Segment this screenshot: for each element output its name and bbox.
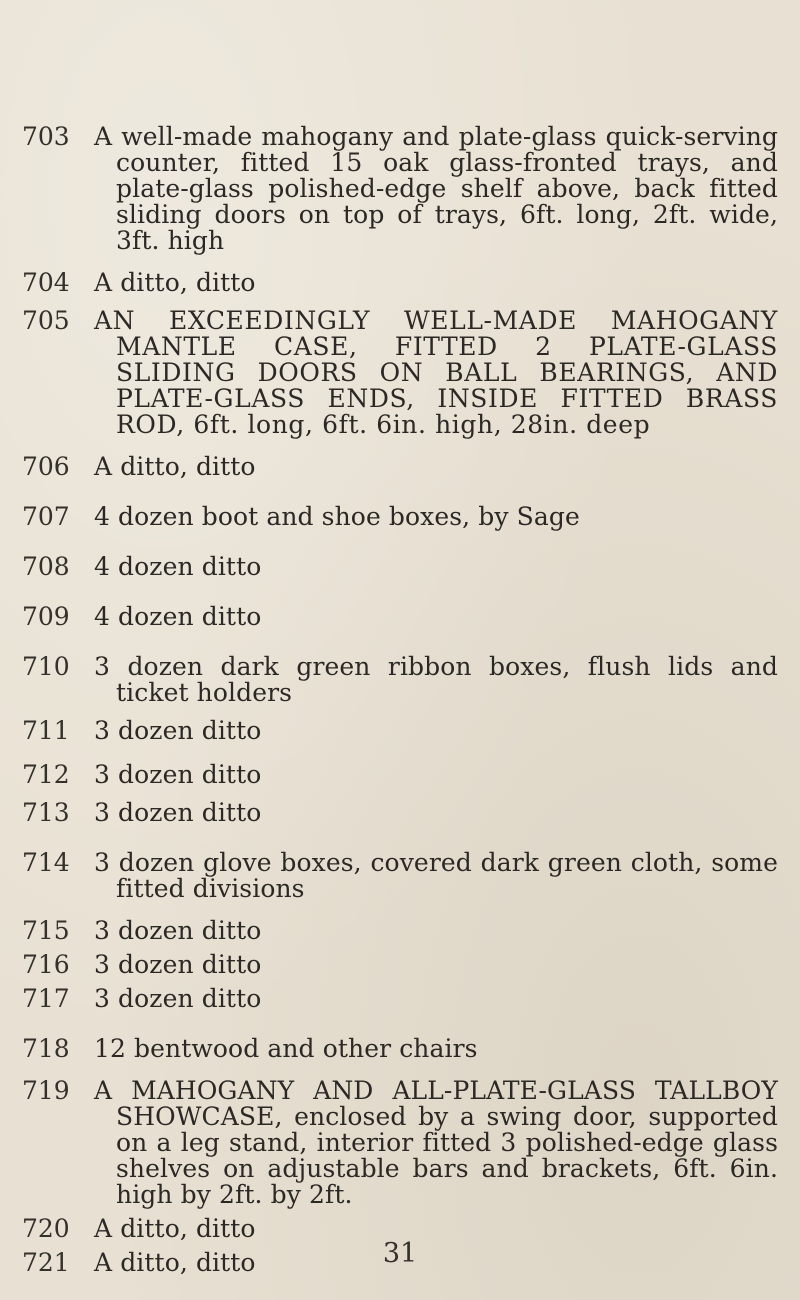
lot-entry [22, 604, 778, 630]
lot-entry [22, 554, 778, 580]
lot-number: 714 [22, 848, 70, 877]
lot-description: 3 dozen ditto [94, 916, 262, 945]
lot-number: 710 [22, 652, 70, 681]
lot-description: 3 dozen glove boxes, covered dark green cloth, some fitted divisions [94, 848, 778, 903]
lot-list [22, 124, 778, 1276]
lot-description: A ditto, ditto [94, 1214, 256, 1243]
lot-description: A MAHOGANY AND ALL-PLATE-GLASS TALLBOY SHOWCASE, enclosed by a swing door, supported on a leg stand, interior fitted 3 polished-edge glass shelves on adjustable bars and brackets, 6ft. 6in. high by 2ft. by 2ft. [94, 1076, 778, 1209]
page-number: 31 [382, 1238, 418, 1269]
lot-description: 12 bentwood and other chairs [94, 1034, 478, 1063]
lot-number: 717 [22, 984, 70, 1013]
lot-entry [22, 986, 778, 1012]
lot-number: 704 [22, 268, 70, 297]
lot-description: 4 dozen boot and shoe boxes, by Sage [94, 502, 580, 531]
lot-description: 3 dozen ditto [94, 716, 262, 745]
lot-number: 705 [22, 306, 70, 335]
lot-entry [22, 454, 778, 480]
lot-description: AN EXCEEDINGLY WELL-MADE MAHOGANY MANTLE CASE, FITTED 2 PLATE-GLASS SLIDING DOORS ON BALL BEARINGS, AND PLATE-GLASS ENDS, INSIDE FITTED BRASS ROD, 6ft. long, 6ft. 6in. high, 28in. deep [94, 306, 778, 439]
lot-number: 713 [22, 798, 70, 827]
lot-number: 707 [22, 502, 70, 531]
lot-number: 706 [22, 452, 70, 481]
lot-description: A well-made mahogany and plate-glass quick-serving counter, fitted 15 oak glass-fronted trays, and plate-glass polished-edge shelf above, back fitted sliding doors on top of trays, 6ft. long, 2ft. wide, 3ft. high [94, 122, 778, 255]
lot-description: 3 dozen ditto [94, 984, 262, 1013]
lot-entry [22, 1036, 778, 1062]
lot-number: 712 [22, 760, 70, 789]
lot-entry [22, 308, 778, 438]
lot-description: 4 dozen ditto [94, 552, 262, 581]
lot-entry [22, 1078, 778, 1208]
lot-entry [22, 800, 778, 826]
lot-entry [22, 654, 778, 706]
lot-number: 716 [22, 950, 70, 979]
lot-number: 718 [22, 1034, 70, 1063]
lot-entry [22, 718, 778, 744]
lot-entry [22, 918, 778, 944]
lot-description: 3 dozen dark green ribbon boxes, flush lids and ticket holders [94, 652, 778, 707]
lot-number: 703 [22, 122, 70, 151]
lot-description: 3 dozen ditto [94, 798, 262, 827]
lot-description: 3 dozen ditto [94, 950, 262, 979]
lot-entry [22, 504, 778, 530]
lot-description: 4 dozen ditto [94, 602, 262, 631]
lot-entry [22, 952, 778, 978]
lot-number: 720 [22, 1214, 70, 1243]
lot-description: A ditto, ditto [94, 452, 256, 481]
lot-number: 721 [22, 1248, 70, 1277]
lot-entry [22, 850, 778, 902]
lot-entry [22, 762, 778, 788]
lot-entry [22, 270, 778, 296]
lot-number: 719 [22, 1076, 70, 1105]
lot-description: A ditto, ditto [94, 268, 256, 297]
lot-number: 715 [22, 916, 70, 945]
lot-number: 708 [22, 552, 70, 581]
lot-number: 709 [22, 602, 70, 631]
lot-entry [22, 124, 778, 254]
lot-description: 3 dozen ditto [94, 760, 262, 789]
lot-number: 711 [22, 716, 70, 745]
lot-description: A ditto, ditto [94, 1248, 256, 1277]
